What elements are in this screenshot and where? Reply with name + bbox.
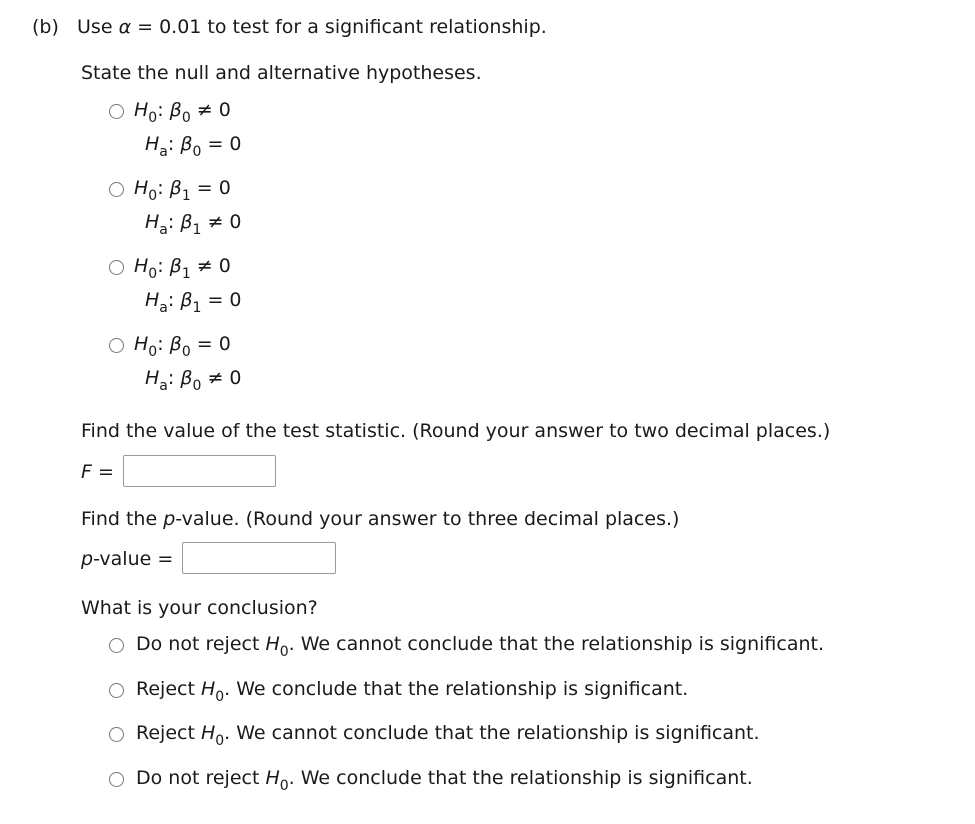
hypothesis-radio[interactable] xyxy=(109,182,124,197)
null-hypothesis: $H_0$: $\beta_1 \ne 0$ xyxy=(134,255,231,282)
alternative-hypothesis: $H_a$: $\beta_1 \ne 0$ xyxy=(145,211,242,238)
conclusion-prompt: What is your conclusion? xyxy=(81,597,318,619)
hypothesis-radio[interactable] xyxy=(109,104,124,119)
question-header xyxy=(32,16,547,38)
conclusion-text: Do not reject $H_0$. We conclude that the relationship is significant. xyxy=(136,767,753,794)
f-label: F = xyxy=(81,461,114,483)
p-value-input[interactable] xyxy=(182,542,336,574)
f-statistic-input[interactable] xyxy=(123,455,276,487)
intro-prefix: Use xyxy=(77,16,119,38)
hypothesis-radio[interactable] xyxy=(109,260,124,275)
intro-suffix: = 0.01 to test for a significant relationship. xyxy=(131,16,547,38)
hypotheses-prompt: State the null and alternative hypotheses. xyxy=(81,62,482,84)
null-hypothesis: $H_0$: $\beta_0 \ne 0$ xyxy=(134,99,231,126)
conclusion-radio[interactable] xyxy=(109,727,124,742)
conclusion-radio[interactable] xyxy=(109,638,124,653)
conclusion-radio[interactable] xyxy=(109,683,124,698)
alpha-symbol: α xyxy=(118,16,132,38)
test-statistic-prompt: Find the value of the test statistic. (Round your answer to two decimal places.) xyxy=(81,420,831,442)
conclusion-radio[interactable] xyxy=(109,772,124,787)
conclusion-text: Reject $H_0$. We cannot conclude that the relationship is significant. xyxy=(136,722,760,749)
p-value-label: p-value = xyxy=(81,548,174,570)
null-hypothesis: $H_0$: $\beta_0 = 0$ xyxy=(134,333,231,360)
p-value-prompt: Find the p-value. (Round your answer to three decimal places.) xyxy=(81,508,680,530)
alternative-hypothesis: $H_a$: $\beta_1 = 0$ xyxy=(145,289,242,316)
part-label: (b) xyxy=(32,16,59,38)
conclusion-text: Do not reject $H_0$. We cannot conclude that the relationship is significant. xyxy=(136,633,825,660)
null-hypothesis: $H_0$: $\beta_1 = 0$ xyxy=(134,177,231,204)
alternative-hypothesis: $H_a$: $\beta_0 = 0$ xyxy=(145,133,242,160)
hypothesis-radio[interactable] xyxy=(109,338,124,353)
conclusion-text: Reject $H_0$. We conclude that the relationship is significant. xyxy=(136,678,689,705)
alternative-hypothesis: $H_a$: $\beta_0 \ne 0$ xyxy=(145,367,242,394)
